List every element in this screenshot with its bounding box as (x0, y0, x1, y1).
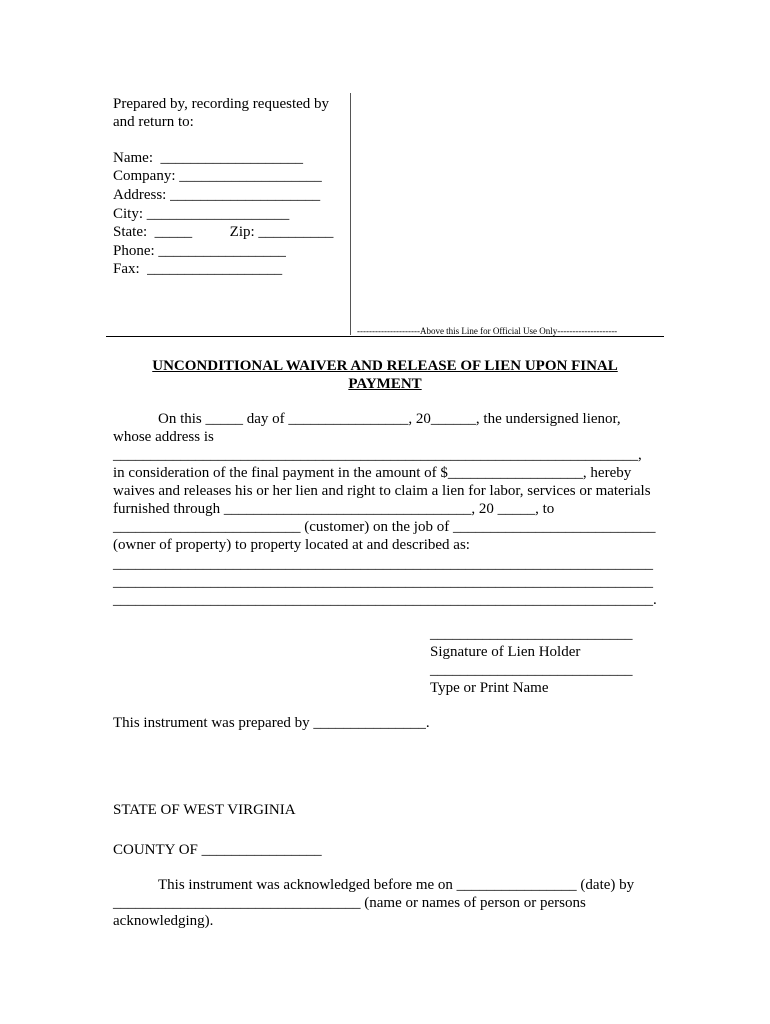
company-field[interactable]: Company: ___________________ (113, 168, 322, 184)
print-name-label: Type or Print Name (430, 680, 549, 696)
phone-field[interactable]: Phone: _________________ (113, 243, 286, 259)
body-line-6: furnished through _________________________________, 20 _____, to (113, 501, 555, 517)
fax-field[interactable]: Fax: __________________ (113, 261, 283, 277)
county-field[interactable]: COUNTY OF ________________ (113, 842, 322, 858)
print-name-line[interactable]: ___________________________ (430, 662, 633, 678)
property-description-line-1[interactable]: ________________________________________________________________________ (113, 556, 653, 572)
body-line-7: _________________________ (customer) on the job of ___________________________ (113, 519, 656, 535)
document-title-line2: PAYMENT (348, 376, 422, 392)
state-zip-field[interactable]: State: _____ Zip: __________ (113, 224, 334, 240)
address-field[interactable]: Address: ____________________ (113, 187, 321, 203)
recording-heading-line2: and return to: (113, 114, 194, 130)
official-use-label: ---------------------Above this Line for Official Use Only-------------------- (357, 326, 618, 336)
property-description-line-2[interactable]: ________________________________________________________________________ (113, 574, 653, 590)
document-title-line1: UNCONDITIONAL WAIVER AND RELEASE OF LIEN UPON FINAL (152, 358, 618, 374)
prepared-by-statement: This instrument was prepared by _______________. (113, 715, 430, 731)
recording-divider-vertical (350, 93, 351, 335)
body-line-8: (owner of property) to property located at and described as: (113, 537, 470, 553)
body-line-5: waives and releases his or her lien and right to claim a lien for labor, services or materials (113, 483, 651, 499)
acknowledgment-line-1: This instrument was acknowledged before me on ________________ (date) by (158, 877, 635, 893)
acknowledgment-line-2: _________________________________ (name or names of person or persons (113, 895, 586, 911)
official-use-line (106, 336, 664, 337)
name-field[interactable]: Name: ___________________ (113, 150, 303, 166)
acknowledgment-line-3: acknowledging). (113, 913, 214, 929)
body-line-2: whose address is (113, 429, 214, 445)
signature-label: Signature of Lien Holder (430, 644, 581, 660)
body-line-4: in consideration of the final payment in the amount of $__________________, hereby (113, 465, 632, 481)
address-blank-line[interactable]: ______________________________________________________________________, (113, 447, 642, 463)
state-heading: STATE OF WEST VIRGINIA (113, 802, 296, 818)
property-description-line-3[interactable]: ________________________________________________________________________. (113, 592, 657, 608)
body-line-1: On this _____ day of ________________, 20______, the undersigned lienor, (158, 411, 621, 427)
recording-heading-line1: Prepared by, recording requested by (113, 96, 330, 112)
city-field[interactable]: City: ___________________ (113, 206, 290, 222)
signature-line[interactable]: ___________________________ (430, 626, 633, 642)
